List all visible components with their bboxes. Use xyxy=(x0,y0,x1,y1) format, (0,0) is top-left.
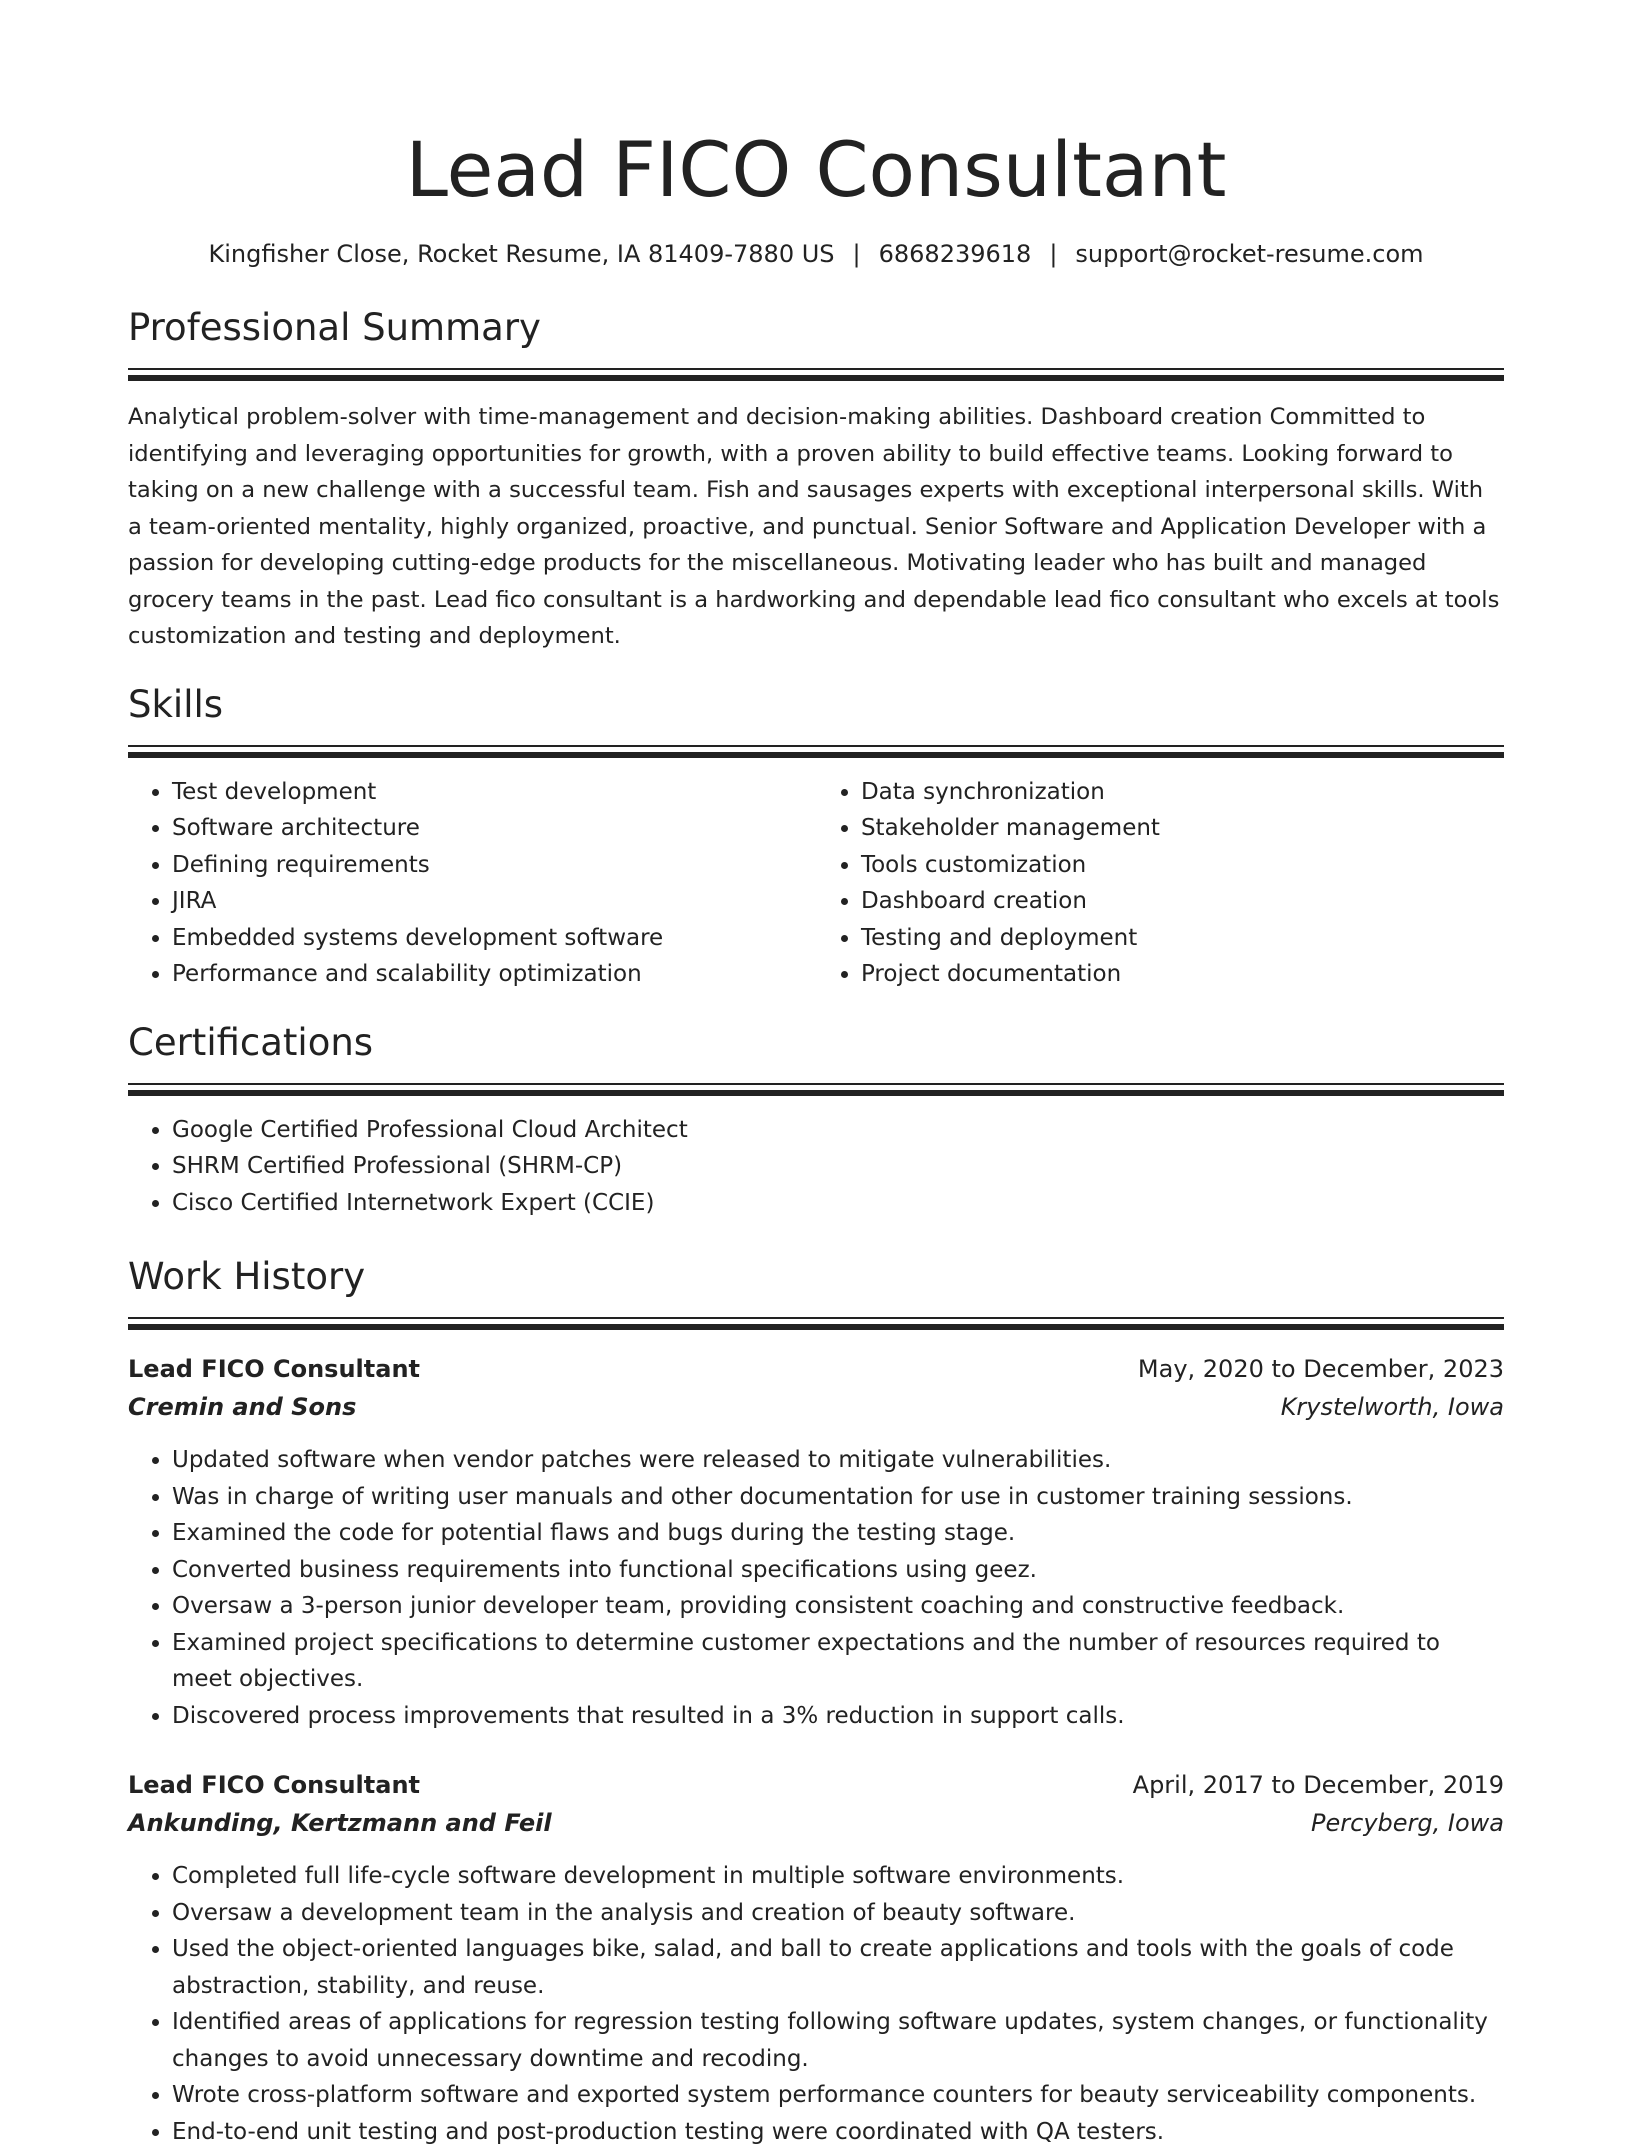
certifications-list xyxy=(128,1112,1504,1222)
job-location: Krystelworth, Iowa xyxy=(1281,1388,1504,1426)
list-item: • Stakeholder management xyxy=(861,810,1504,847)
list-item: • Defining requirements xyxy=(172,847,817,884)
job-title: Lead FICO Consultant xyxy=(128,1766,420,1804)
section-divider xyxy=(128,745,1504,747)
skills-section xyxy=(128,681,1504,993)
job-bullets xyxy=(128,1858,1504,2150)
job-bullets xyxy=(128,1442,1504,1734)
section-divider-thick xyxy=(128,1324,1504,1330)
list-item: • Project documentation xyxy=(861,956,1504,993)
section-title: Professional Summary xyxy=(128,304,1504,352)
list-item: • Examined the code for potential flaws and bugs during the testing stage. xyxy=(172,1515,1504,1552)
contact-separator: | xyxy=(1031,240,1075,268)
contact-separator: | xyxy=(835,240,879,268)
contact-line xyxy=(128,238,1504,270)
list-item: • Was in charge of writing user manuals and other documentation for use in customer training sessions. xyxy=(172,1479,1504,1516)
summary-section xyxy=(128,304,1504,655)
job-company: Ankunding, Kertzmann and Feil xyxy=(128,1804,552,1842)
section-divider-thick xyxy=(128,1090,1504,1096)
resume-name: Lead FICO Consultant xyxy=(128,116,1504,224)
contact-email[interactable]: support@rocket-resume.com xyxy=(1075,240,1423,268)
section-divider xyxy=(128,1317,1504,1319)
section-divider-thick xyxy=(128,375,1504,381)
list-item: • Completed full life-cycle software development in multiple software environments. xyxy=(172,1858,1504,1895)
job-dates: April, 2017 to December, 2019 xyxy=(1133,1766,1504,1804)
section-title: Certifications xyxy=(128,1019,1504,1067)
summary-text: Analytical problem-solver with time-management and decision-making abilities. Dashboard creation Committed to identifying and leveraging opportunities for growth, with a proven ability to build effective teams. Looking forward to taking on a new challenge with a successful team. Fish and sausages experts with exceptional interpersonal skills. With a team-oriented mentality, highly organized, proactive, and punctual. Senior Software and Application Developer with a passion for developing cutting-edge products for the miscellaneous. Motivating leader who has built and managed grocery teams in the past. Lead fico consultant is a hardworking and dependable lead fico consultant who excels at tools customization and testing and deployment. xyxy=(128,399,1504,655)
contact-phone: 6868239618 xyxy=(879,240,1032,268)
job-entry xyxy=(128,1350,1504,1734)
job-company-row xyxy=(128,1804,1504,1842)
list-item: • End-to-end unit testing and post-production testing were coordinated with QA testers. xyxy=(172,2114,1504,2150)
job-dates: May, 2020 to December, 2023 xyxy=(1138,1350,1504,1388)
list-item: • Data synchronization xyxy=(861,774,1504,811)
list-item: • Testing and deployment xyxy=(861,920,1504,957)
job-header-row xyxy=(128,1766,1504,1804)
list-item: • Oversaw a 3-person junior developer team, providing consistent coaching and constructive feedback. xyxy=(172,1588,1504,1625)
skills-column-right xyxy=(817,774,1504,993)
list-item: • JIRA xyxy=(172,883,817,920)
list-item: • Identified areas of applications for regression testing following software updates, system changes, or functionality changes to avoid unnecessary downtime and recoding. xyxy=(172,2004,1504,2077)
job-header-row xyxy=(128,1350,1504,1388)
list-item: • Google Certified Professional Cloud Architect xyxy=(172,1112,1504,1149)
list-item: • SHRM Certified Professional (SHRM-CP) xyxy=(172,1148,1504,1185)
section-divider xyxy=(128,1083,1504,1085)
job-location: Percyberg, Iowa xyxy=(1311,1804,1504,1842)
job-entry xyxy=(128,1766,1504,2150)
list-item: • Tools customization xyxy=(861,847,1504,884)
section-divider xyxy=(128,368,1504,370)
list-item: • Dashboard creation xyxy=(861,883,1504,920)
job-company-row xyxy=(128,1388,1504,1426)
list-item: • Converted business requirements into functional specifications using geez. xyxy=(172,1552,1504,1589)
list-item: • Performance and scalability optimization xyxy=(172,956,817,993)
list-item: • Oversaw a development team in the analysis and creation of beauty software. xyxy=(172,1895,1504,1932)
section-title: Work History xyxy=(128,1253,1504,1301)
contact-address: Kingfisher Close, Rocket Resume, IA 81409-7880 US xyxy=(208,240,834,268)
list-item: • Wrote cross-platform software and exported system performance counters for beauty serviceability components. xyxy=(172,2077,1504,2114)
list-item: • Embedded systems development software xyxy=(172,920,817,957)
work-history-section xyxy=(128,1253,1504,2150)
skills-list xyxy=(128,774,1504,993)
list-item: • Updated software when vendor patches were released to mitigate vulnerabilities. xyxy=(172,1442,1504,1479)
job-company: Cremin and Sons xyxy=(128,1388,356,1426)
list-item: • Examined project specifications to determine customer expectations and the number of resources required to meet objectives. xyxy=(172,1625,1504,1698)
skills-column-left xyxy=(128,774,817,993)
list-item: • Cisco Certified Internetwork Expert (CCIE) xyxy=(172,1185,1504,1222)
certifications-section xyxy=(128,1019,1504,1222)
list-item: • Software architecture xyxy=(172,810,817,847)
list-item: • Discovered process improvements that resulted in a 3% reduction in support calls. xyxy=(172,1698,1504,1735)
list-item: • Used the object-oriented languages bike, salad, and ball to create applications and tools with the goals of code abstraction, stability, and reuse. xyxy=(172,1931,1504,2004)
section-title: Skills xyxy=(128,681,1504,729)
job-title: Lead FICO Consultant xyxy=(128,1350,420,1388)
list-item: • Test development xyxy=(172,774,817,811)
section-divider-thick xyxy=(128,752,1504,758)
